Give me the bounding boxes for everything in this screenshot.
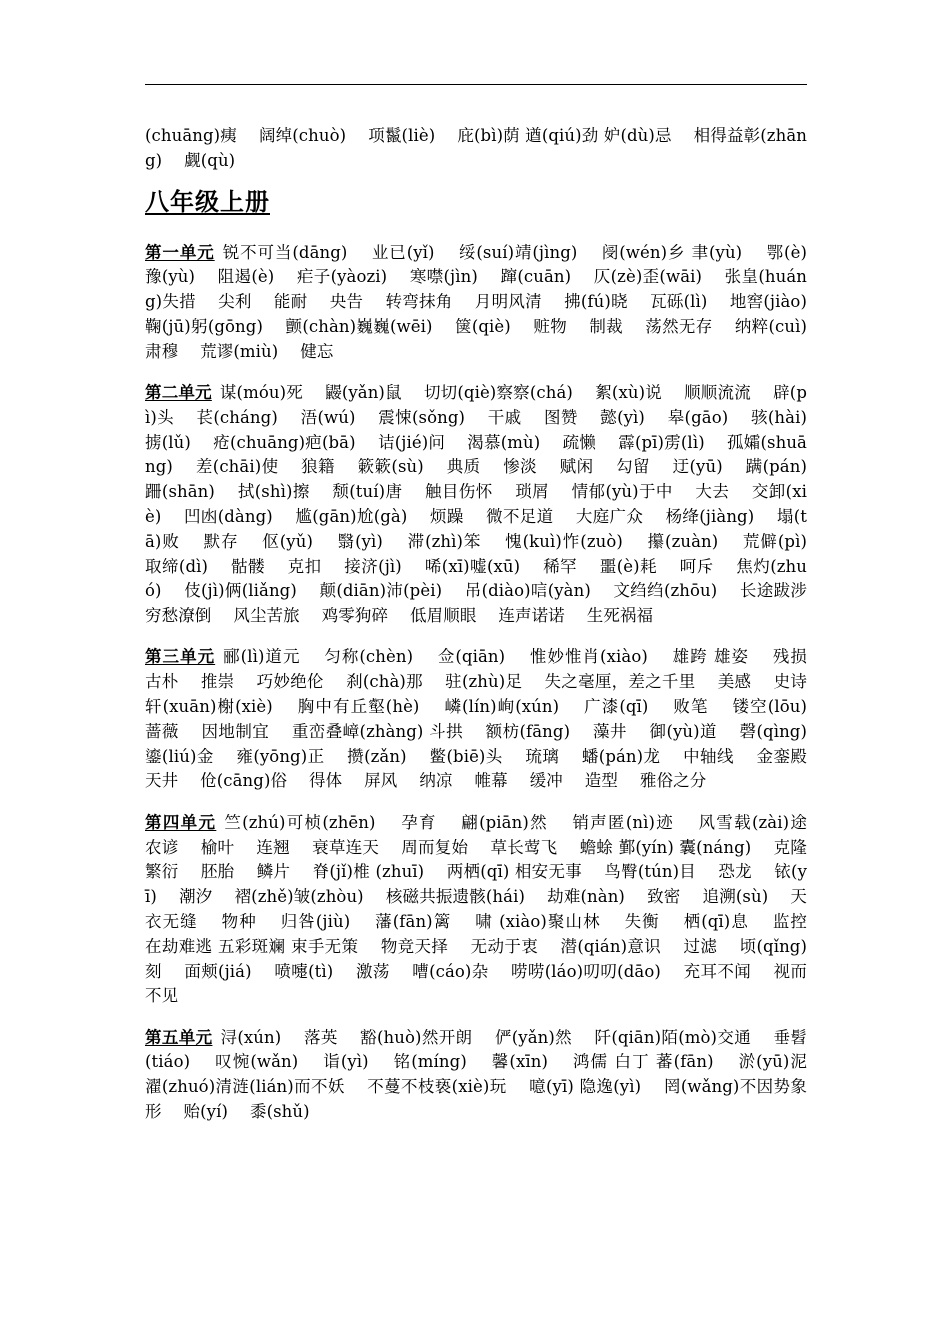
unit-title: 第四单元 [145,812,217,832]
intro-paragraph: (chuāng)痍 阔绰(chuò) 项鬣(liè) 庇(bì)荫 遒(qiú)劲 妒(dù)忌 相得益彰(zhāng) 觑(qù) [145,126,807,170]
unit-text: 谋(móu)死 鼹(yǎn)鼠 切切(qiè)察察(chá) 絮(xù)说 顺顺流流 辟(pì)头 苌(cháng) 浯(wú) 震悚(sǒng) 干戚 图赞 懿(yì) 皋(gāo) 骇(hài) 掳(lǔ) 疮(chuāng)疤(bā) 诘(jié)问 渴慕(mù) 疏懒 霹(pī)雳(lì) 孤孀(shuāng) 差(chāi)使 狼籍 簌簌(sù) 典质 惨淡 赋闲 勾留 迂(yū) 蹒(pán)跚(shān) 拭(shì)擦 颓(tuí)唐 触目伤怀 琐屑 情郁(yù)于中 大去 交卸(xiè) 凹凼(dàng) 尴(gān)尬(gà) 烦躁 微不足道 大庭广众 杨绛(jiàng) 塌(tā)败 默存 伛(yǔ) 翳(yì) 滞(zhì)笨 愧(kuì)怍(zuò) 攥(zuàn) 荒僻(pì) 取缔(dì) 骷髅 克扣 接济(jì) 唏(xī)嘘(xū) 稀罕 噩(è)耗 呵斥 焦灼(zhuó) 伎(jì)俩(liǎng) 颠(diān)沛(pèi) 吊(diào)唁(yàn) 文绉绉(zhōu) 长途跋涉 穷愁潦倒 风尘苦旅 鸡零狗碎 低眉顺眼 连声诺诺 生死祸福 [145,382,829,626]
unit-3 [145,645,829,794]
unit-title: 第一单元 [145,242,215,262]
unit-text: 浔(xún) 落英 豁(huò)然开朗 俨(yǎn)然 阡(qiān)陌(mò)交通 垂髫(tiáo) 叹惋(wǎn) 诣(yì) 铭(míng) 馨(xīn) 鸿儒 白丁 蕃(fān) 淤(yū)泥 濯(zhuó)清涟(lián)而不妖 不蔓不枝亵(xiè)玩 噫(yī) 隐逸(yì) 罔(wǎng)不因势象形 贻(yí) 黍(shǔ) [145,1027,829,1121]
unit-title: 第五单元 [145,1027,213,1047]
unit-text: 竺(zhú)可桢(zhēn) 孕育 翩(piān)然 销声匿(nì)迹 风雪载(zài)途 农谚 榆叶 连翘 衰草连天 周而复始 草长莺飞 蟾蜍 鄞(yín) 囊(náng) 克隆 繁衍 胚胎 鳞片 脊(jǐ)椎 (zhuī) 两栖(qī) 相安无事 鸟臀(tún)目 恐龙 铱(yī) 潮汐 褶(zhě)皱(zhòu) 核磁共振遗骸(hái) 劫难(nàn) 致密 追溯(sù) 天衣无缝 物种 归咎(jiù) 藩(fān)篱 啸 (xiào)聚山林 失衡 栖(qī)息 监控 在劫难逃 五彩斑斓 束手无策 物竞天择 无动于衷 潜(qián)意识 过滤 顷(qǐng)刻 面颊(jiá) 喷嚏(tì) 激荡 嘈(cáo)杂 唠唠(láo)叨叨(dāo) 充耳不闻 视而不见 [145,812,829,1006]
unit-1 [145,241,829,365]
units-section [145,224,829,1141]
unit-5 [145,1026,829,1125]
header-rule [145,84,807,85]
unit-text: 锐不可当(dāng) 业已(yǐ) 绥(suí)靖(jìng) 阌(wén)乡 聿(yù) 鄂(è) 豫(yù) 阻遏(è) 疟子(yàozi) 寒噤(jìn) 蹿(cuān) 仄(zè)歪(wāi) 张皇(huáng)失措 尖利 能耐 央告 转弯抹角 月明风清 拂(fú)晓 瓦砾(lì) 地窖(jiào) 鞠(jū)躬(gōng) 颤(chàn)巍巍(wēi) 箧(qiè) 赃物 制裁 荡然无存 纳粹(cuì) 肃穆 荒谬(miù) 健忘 [145,242,829,361]
unit-2 [145,381,829,629]
unit-title: 第三单元 [145,647,216,667]
unit-text: 郦(lì)道元 匀称(chèn) 佥(qiān) 惟妙惟肖(xiào) 雄跨 雄姿 残损 古朴 推崇 巧妙绝伦 刹(chà)那 驻(zhù)足 失之毫厘，差之千里 美感 史诗 轩(xuān)榭(xiè) 胸中有丘壑(hè) 嶙(lín)峋(xún) 广漆(qī) 败笔 镂空(lōu) 蔷薇 因地制宜 重峦叠嶂(zhàng) 斗拱 额枋(fāng) 藻井 御(yù)道 磬(qìng) 鎏(liú)金 雍(yōng)正 攒(zǎn) 鳖(biē)头 琉璃 蟠(pán)龙 中轴线 金銮殿 天井 伧(cāng)俗 得体 屏风 纳凉 帷幕 缓冲 造型 雅俗之分 [145,647,829,791]
unit-title: 第二单元 [145,382,212,402]
unit-4 [145,811,829,1009]
grade-heading: 八年级上册 [145,187,270,216]
